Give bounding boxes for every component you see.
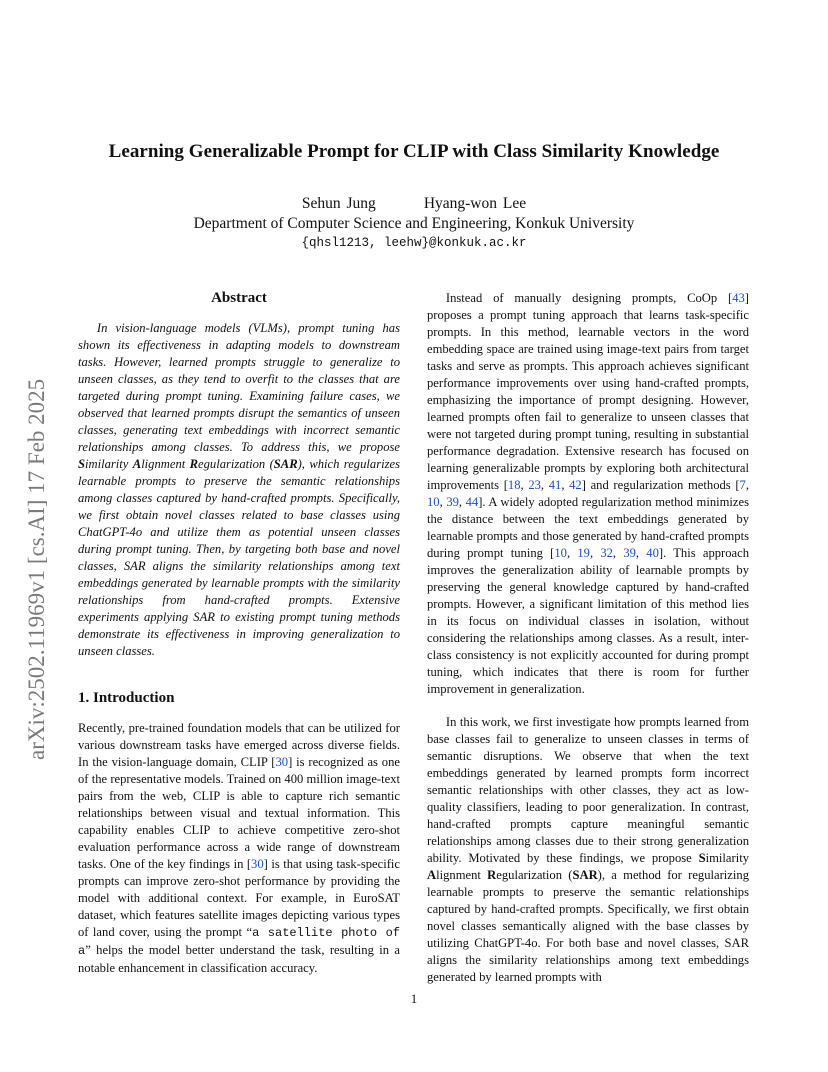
body-paragraph: In this work, we first investigate how prompts learned from base classes fail to generalize to unseen classes in terms of semantic disruptions. We observe that when the text embeddings generated by learned prompts form incorrect semantic relationships with other classes, they act as low-quality classifiers, leading to poor generalization. In contrast, hand-crafted prompts capture meaningful semantic relationships among classes due to their strong generalization ability. Motivated by these findings, we propose Similarity Alignment Regularization (SAR), a method for regularizing learnable prompts to preserve the semantic relationships captured by hand-crafted prompts. Specifically, we first obtain novel classes semantically aligned with the base classes by utilizing ChatGPT-4o. For both base and novel classes, SAR aligns the similarity relationships among text embeddings generated by learned prompts with (427, 715, 749, 984)
citation-link[interactable]: 39 (623, 546, 636, 560)
intro-paragraph: Recently, pre-trained foundation models that can be utilized for various downstream tasks have emerged across diverse fields. In the vision-language domain, CLIP [30] is recognized as one of the representative models. Trained on 400 million image-text pairs from the web, CLIP is able to capture rich semantic relationships between visual and textual information. This capability enables CLIP to achieve competitive zero-shot evaluation performance across a wide range of downstream tasks. One of the key findings in [30] is that using task-specific prompts can improve zero-shot performance by providing the model with additional context. For example, in EuroSAT dataset, which features satellite images depicting various types of land cover, using the prompt “a satellite photo of a” helps the model better understand the task, resulting in a notable enhancement in classification accuracy. (78, 721, 400, 975)
citation-link[interactable]: 40 (646, 546, 659, 560)
page-number: 1 (410, 991, 418, 1006)
affiliation: Department of Computer Science and Engineering, Konkuk University (193, 215, 635, 232)
citation-link[interactable]: 39 (446, 495, 459, 509)
citation-link[interactable]: 32 (600, 546, 613, 560)
right-column (427, 290, 749, 986)
author-email[interactable]: {qhsl1213, leehw}@konkuk.ac.kr (301, 236, 527, 250)
paper-title: Learning Generalizable Prompt for CLIP with Class Similarity Knowledge (108, 141, 720, 162)
abstract-text: In vision-language models (VLMs), prompt tuning has shown its effectiveness in adapting models to downstream tasks. However, learned prompts struggle to generalize to unseen classes, as they tend to overfit to the classes that are targeted during prompt tuning. Examining failure cases, we observed that learned prompts disrupt the semantics of unseen classes, generating text embeddings with incorrect semantic relationships among classes. To address this, we propose Similarity Alignment Regularization (SAR), which regularizes learnable prompts to preserve the semantic relationships among classes captured by hand-crafted prompts. Specifically, we first obtain novel classes related to base classes using ChatGPT-4o and utilize them as potential unseen classes during prompt tuning. Then, by targeting both base and novel classes, SAR aligns the similarity relationships among text embeddings generated by learnable prompts with the similarity relationships from hand-crafted prompts. Extensive experiments applying SAR to existing prompt tuning methods demonstrate its effectiveness in improving generalization to unseen classes. (78, 321, 400, 658)
citation-link[interactable]: 10 (427, 495, 440, 509)
left-column (78, 290, 400, 977)
citation-link[interactable]: 7 (739, 478, 746, 492)
citation-link[interactable]: 30 (275, 755, 289, 769)
citation-link[interactable]: 23 (528, 478, 541, 492)
author-name: Sehun Jung (301, 195, 376, 212)
section-heading-introduction: 1. Introduction (78, 690, 175, 706)
citation-link[interactable]: 44 (465, 495, 479, 509)
citation-link[interactable]: 43 (732, 291, 745, 305)
citation-link[interactable]: 10 (554, 546, 567, 560)
abstract-heading: Abstract (211, 290, 267, 306)
citation-link[interactable]: 41 (548, 478, 562, 492)
citation-link[interactable]: 42 (569, 478, 582, 492)
body-paragraph: Instead of manually designing prompts, CoOp [43] proposes a prompt tuning approach that learns task-specific prompts. In this method, learnable vectors in the word embedding space are trained using image-text pairs from target tasks and serve as prompts. This approach achieves significant performance improvements over using hand-crafted prompts, emphasizing the importance of prompt designing. However, learned prompts often fail to generalize to unseen classes that were not targeted during prompt tuning, resulting in substantial performance degradation. Extensive research has focused on learning generalizable prompts by exploring both architectural improvements [18, 23, 41, 42] and regularization methods [7, 10, 39, 44]. A widely adopted regularization method minimizes the distance between the text embeddings generated by learnable prompts and those generated by hand-crafted prompts during prompt tuning [10, 19, 32, 39, 40]. This approach improves the generalization ability of learnable prompts by preserving the general knowledge captured by hand-crafted prompts. However, a significant limitation of this method lies in its focus on individual classes in isolation, without considering the relationships among classes. As a result, inter-class consistency is not explicitly accounted for during prompt tuning, which indicates that there is room for further improvement in generalization. (427, 291, 750, 696)
citation-link[interactable]: 19 (577, 546, 590, 560)
author-list (0, 195, 828, 213)
author-name: Hyang-won Lee (423, 195, 527, 212)
citation-link[interactable]: 30 (251, 857, 264, 871)
citation-link[interactable]: 18 (507, 478, 521, 492)
arxiv-identifier[interactable]: arXiv:2502.11969v1 [cs.AI] 17 Feb 2025 (24, 378, 49, 760)
prompt-example: a satellite photo of a (78, 926, 400, 958)
